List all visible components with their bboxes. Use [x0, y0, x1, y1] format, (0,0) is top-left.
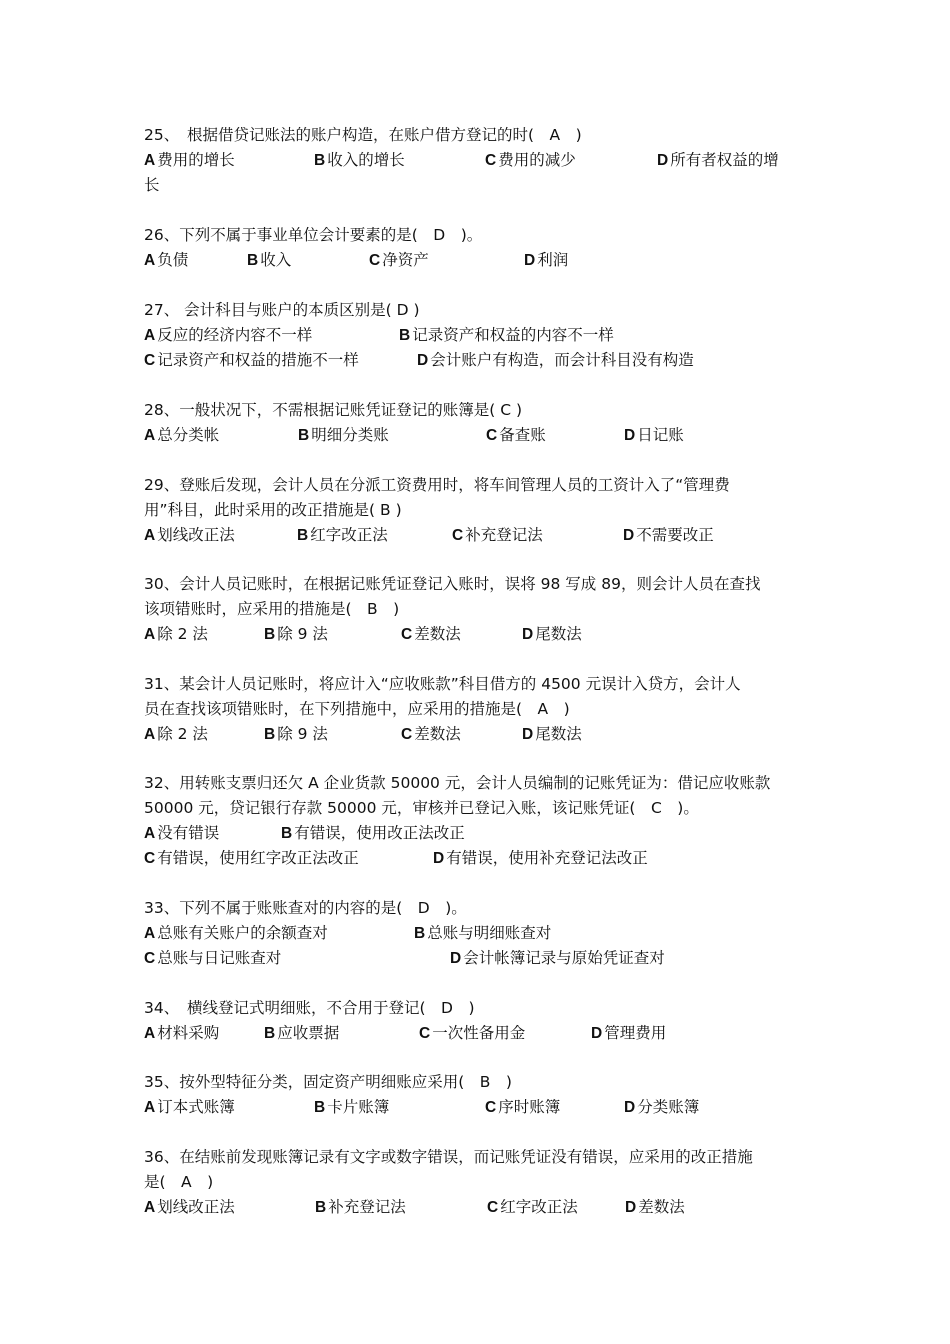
- option-d: D 所有者权益的增: [657, 151, 779, 169]
- option-a: A 材料采购: [144, 1024, 220, 1042]
- question-stem: 28、一般状况下，不需根据记账凭证登记的账簿是( C ): [144, 401, 522, 419]
- option-b: B 除 9 法: [264, 625, 328, 643]
- option-a: A 划线改正法: [144, 526, 235, 544]
- option-c: C 差数法: [401, 625, 461, 643]
- question-stem-cont: 该项错账时，应采用的措施是( B ): [144, 600, 400, 618]
- option-c: C 记录资产和权益的措施不一样: [144, 351, 359, 369]
- option-b: B 明细分类账: [298, 426, 389, 444]
- question-25: [144, 123, 824, 198]
- options-row: [144, 946, 824, 971]
- option-c: C 总账与日记账查对: [144, 949, 282, 967]
- question-stem: 29、登账后发现，会计人员在分派工资费用时，将车间管理人员的工资计入了“管理费: [144, 476, 730, 494]
- question-36: [144, 1145, 824, 1220]
- option-c: C 补充登记法: [452, 526, 543, 544]
- options-row: [144, 1095, 824, 1120]
- question-stem: 32、用转账支票归还欠 A 企业货款 50000 元，会计人员编制的记账凭证为：借记应收账款: [144, 774, 771, 792]
- question-stem: 25、 根据借贷记账法的账户构造，在账户借方登记的时( A ): [144, 126, 582, 144]
- options-row: [144, 523, 824, 548]
- option-b: B 红字改正法: [297, 526, 388, 544]
- option-b: B 应收票据: [264, 1024, 340, 1042]
- option-a: A 订本式账簿: [144, 1098, 235, 1116]
- question-28: [144, 398, 824, 448]
- options-row: [144, 323, 824, 348]
- question-stem: 27、 会计科目与账户的本质区别是( D ): [144, 301, 420, 319]
- option-d: D 会计帐簿记录与原始凭证查对: [450, 949, 665, 967]
- option-c: C 序时账簿: [485, 1098, 561, 1116]
- question-stem-cont: 员在查找该项错账时，在下列措施中，应采用的措施是( A ): [144, 700, 570, 718]
- question-stem: 33、下列不属于账账查对的内容的是( D )。: [144, 899, 467, 917]
- options-row: [144, 821, 824, 846]
- option-b: B 收入的增长: [314, 151, 405, 169]
- question-33: [144, 896, 824, 971]
- option-d: D 利润: [524, 251, 569, 269]
- question-29: [144, 473, 824, 548]
- option-d: D 日记账: [624, 426, 684, 444]
- option-c: C 红字改正法: [487, 1198, 578, 1216]
- option-d: D 尾数法: [522, 725, 582, 743]
- question-27: [144, 298, 824, 373]
- question-stem: 31、某会计人员记账时，将应计入“应收账款”科目借方的 4500 元误计入贷方，会计人: [144, 675, 741, 693]
- option-continuation: 长: [144, 176, 160, 194]
- question-stem: 30、会计人员记账时，在根据记账凭证登记入账时，误将 98 写成 89，则会计人员在查找: [144, 575, 761, 593]
- option-d: D 会计账户有构造，而会计科目没有构造: [417, 351, 694, 369]
- option-a: A 负债: [144, 251, 189, 269]
- options-row: [144, 348, 824, 373]
- options-row: [144, 722, 824, 747]
- question-stem: 36、在结账前发现账簿记录有文字或数字错误，而记账凭证没有错误，应采用的改正措施: [144, 1148, 753, 1166]
- option-d: D 管理费用: [591, 1024, 667, 1042]
- option-c: C 净资产: [369, 251, 429, 269]
- options-row: [144, 846, 824, 871]
- question-stem-cont: 用”科目，此时采用的改正措施是( B ): [144, 501, 402, 519]
- option-c: C 一次性备用金: [419, 1024, 526, 1042]
- option-b: B 记录资产和权益的内容不一样: [399, 326, 614, 344]
- option-d: D 不需要改正: [623, 526, 714, 544]
- options-row: [144, 1021, 824, 1046]
- options-row: [144, 423, 824, 448]
- option-b: B 除 9 法: [264, 725, 328, 743]
- options-row: [144, 921, 824, 946]
- option-b: B 卡片账簿: [314, 1098, 390, 1116]
- option-a: A 没有错误: [144, 824, 220, 842]
- question-stem: 35、按外型特征分类，固定资产明细账应采用( B ): [144, 1073, 512, 1091]
- options-row: [144, 622, 824, 647]
- option-a: A 划线改正法: [144, 1198, 235, 1216]
- option-b: B 有错误，使用改正法改正: [281, 824, 465, 842]
- option-d: D 分类账簿: [624, 1098, 700, 1116]
- option-b: B 补充登记法: [315, 1198, 406, 1216]
- option-c: C 费用的减少: [485, 151, 576, 169]
- options-row: [144, 248, 824, 273]
- question-30: [144, 572, 824, 647]
- question-stem: 34、 横线登记式明细账，不合用于登记( D ): [144, 999, 475, 1017]
- question-stem: 26、下列不属于事业单位会计要素的是( D )。: [144, 226, 483, 244]
- options-row: [144, 148, 824, 173]
- option-a: A 除 2 法: [144, 625, 208, 643]
- option-b: B 收入: [247, 251, 292, 269]
- option-a: A 总账有关账户的余额查对: [144, 924, 328, 942]
- question-stem-cont: 是( A ): [144, 1173, 214, 1191]
- option-c: C 有错误，使用红字改正法改正: [144, 849, 359, 867]
- option-a: A 总分类帐: [144, 426, 220, 444]
- option-a: A 费用的增长: [144, 151, 235, 169]
- option-d: D 差数法: [625, 1198, 685, 1216]
- option-c: C 差数法: [401, 725, 461, 743]
- option-d: D 有错误，使用补充登记法改正: [433, 849, 648, 867]
- question-26: [144, 223, 824, 273]
- options-row: [144, 1195, 824, 1220]
- option-b: B 总账与明细账查对: [414, 924, 552, 942]
- question-31: [144, 672, 824, 747]
- option-c: C 备查账: [486, 426, 546, 444]
- option-a: A 反应的经济内容不一样: [144, 326, 313, 344]
- question-32: [144, 771, 824, 871]
- option-d: D 尾数法: [522, 625, 582, 643]
- question-35: [144, 1070, 824, 1120]
- question-stem-cont: 50000 元，贷记银行存款 50000 元，审核并已登记入账，该记账凭证( C )。: [144, 799, 699, 817]
- question-34: [144, 996, 824, 1046]
- option-a: A 除 2 法: [144, 725, 208, 743]
